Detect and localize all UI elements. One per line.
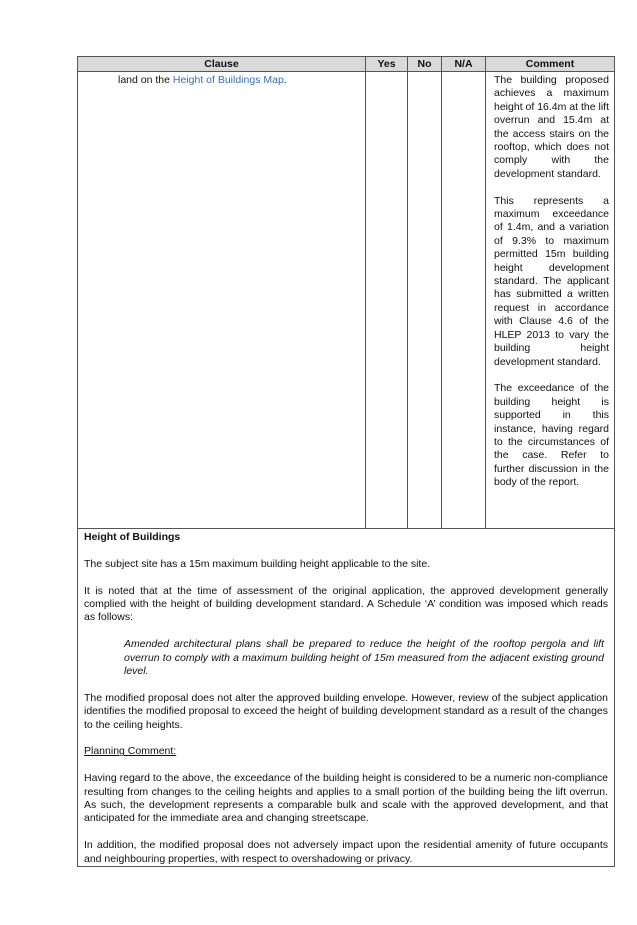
na-cell: [442, 72, 486, 528]
clause-text-suffix: .: [283, 74, 287, 86]
planning-comment-heading: Planning Comment:: [84, 745, 177, 758]
section-paragraph: In addition, the modified proposal does not adversely impact upon the residential amenity of future occupants and neighbouring properties, with respect to overshadowing or privacy.: [84, 839, 608, 865]
clause-text-prefix: land on the: [118, 74, 173, 86]
section-paragraph: It is noted that at the time of assessment of the original application, the approved development generally complied with the height of building development standard. A Schedule ‘A’ condition was imposed which reads as follows:: [84, 584, 608, 624]
header-yes: Yes: [366, 57, 408, 71]
section-title: Height of Buildings: [84, 531, 181, 543]
section-paragraph: The subject site has a 15m maximum building height applicable to the site.: [84, 557, 431, 570]
header-na: N/A: [442, 57, 486, 71]
comment-paragraph: This represents a maximum exceedance of 1.4m, and a variation of 9.3% to maximum permitted 15m building height development standard. The applicant has submitted a written request in accordance with Clause 4.6 of the HLEP 2013 to vary the building height development standard.: [494, 194, 609, 368]
comment-paragraph: The building proposed achieves a maximum height of 16.4m at the lift overrun and 15.4m at the access stairs on the rooftop, which does not comply with the development standard.: [494, 74, 609, 180]
comment-cell: [486, 72, 614, 528]
height-of-buildings-section: [78, 529, 614, 866]
no-cell: [408, 72, 442, 528]
clause-cell: [78, 72, 366, 528]
table-header: [78, 57, 614, 72]
section-paragraph: The modified proposal does not alter the approved building envelope. However, review of the subject application identifies the modified proposal to exceed the height of building development standard as a result of the changes to the ceiling heights.: [84, 691, 608, 731]
yes-cell: [366, 72, 408, 528]
compliance-table: [77, 56, 615, 867]
condition-quote: Amended architectural plans shall be prepared to reduce the height of the rooftop pergola and lift overrun to comply with a maximum building height of 15m measured from the adjacent existing ground level.: [124, 638, 604, 678]
height-of-buildings-map-link[interactable]: Height of Buildings Map: [172, 74, 284, 86]
comment-paragraph: The exceedance of the building height is supported in this instance, having regard to the circumstances of the case. Refer to further discussion in the body of the report.: [494, 382, 609, 489]
table-row: [78, 72, 614, 529]
header-clause: Clause: [78, 57, 366, 71]
header-no: No: [408, 57, 442, 71]
section-paragraph: Having regard to the above, the exceedance of the building height is considered to be a numeric non-compliance resulting from changes to the ceiling heights and applies to a small portion of the building being the lift overrun. As such, the development represents a comparable bulk and scale with the approved development, and that anticipated for the immediate area and changing streetscape.: [84, 772, 608, 825]
header-comment: Comment: [525, 58, 575, 70]
